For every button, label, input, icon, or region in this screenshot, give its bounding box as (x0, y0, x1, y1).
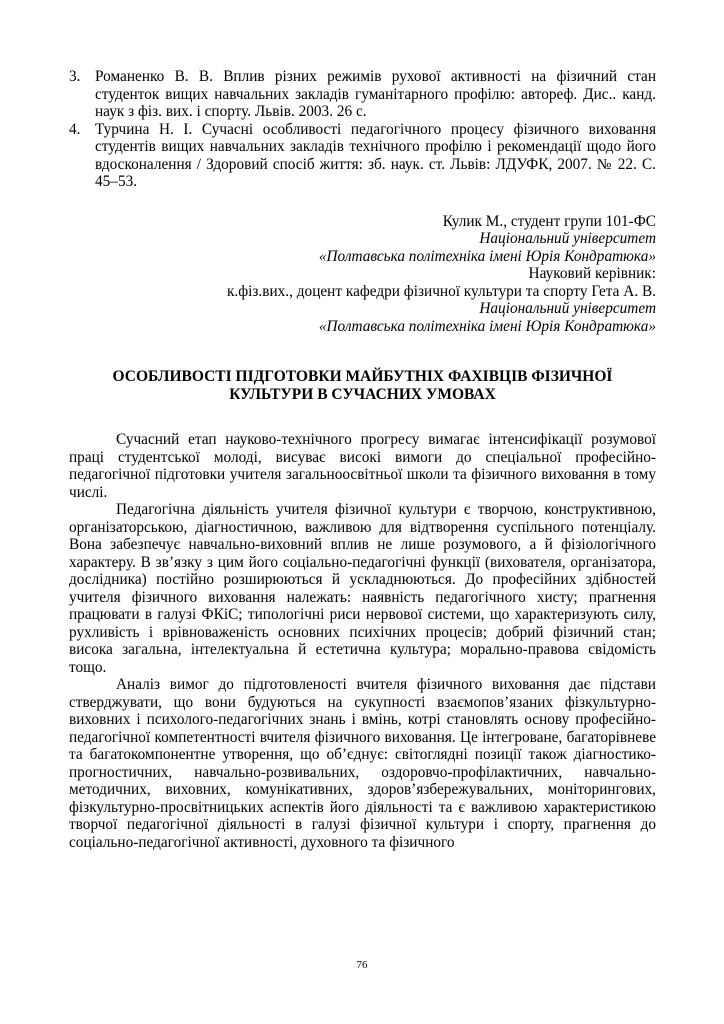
document-page (69, 68, 656, 851)
body-paragraph: Аналіз вимог до підготовленості вчителя фізичного виховання дає підстави стверджувати, що вони будуються на сукупності взаємопов’язаних фізкультурно-виховних і психолого-педагогічних знань і вмінь, котрі становлять основу професійно-педагогічної компетентності вчителя фізичного виховання. Це інтегроване, багаторівневе та багатокомпонентне утворення, що об’єднує: світоглядні позиції також діагностико-прогностичних, навчально-розвивальних, оздоровчо-профілактичних, навчально-методичних, виховних, комунікативних, здоров’язбережувальних, моніторингових, фізкультурно-просвітницьких аспектів його діяльності та є важливою характеристикою творчої педагогічної діяльності в галузі фізичної культури і спорту, прагнення до соціально-педагогічної активності, духовного та фізичного (69, 676, 656, 851)
article-title (69, 368, 656, 403)
body-paragraph: Педагогічна діяльність учителя фізичної культури є творчою, конструктивною, організаторською, діагностичною, важливою для відтворення суспільного потенціалу. Вона забезпечує навчально-виховний вплив не лише розумового, а й фізіологічного характеру. В зв’язку з цим його соціально-педагогічні функції (вихователя, організатора, дослідника) постійно розширюються й ускладнюються. До професійних здібностей учителя фізичного виховання належать: наявність педагогічного хисту; прагнення працювати в галузі ФКіС; типологічні риси нервової системи, що характеризують силу, рухливість і врівноваженість основних психічних процесів; добрий фізичний стан; висока загальна, інтелектуальна й естетична культура; морально-правова свідомість тощо. (69, 501, 656, 676)
reference-number: 3. (69, 68, 81, 85)
page-number: 76 (356, 959, 368, 971)
supervisor-university: Національний університет (479, 300, 656, 317)
author-institution: «Полтавська політехніка імені Юрія Кондратюка» (318, 247, 656, 265)
author-name: Кулик М., студент групи 101-ФС (442, 212, 656, 230)
article-body (69, 431, 656, 851)
supervisor-name: к.фіз.вих., доцент кафедри фізичної культури та спорту Гета А. В. (226, 282, 656, 300)
author-university: Національний університет (479, 230, 656, 247)
reference-text: Романенко В. В. Вплив різних режимів рухової активності на фізичний стан студенток вищих навчальних закладів гуманітарного профілю: автореф. Дис.. канд. наук з фіз. вих. і спорту. Львів. 2003. 26 с. (95, 68, 656, 120)
reference-item (69, 121, 656, 191)
supervisor-institution: «Полтавська політехніка імені Юрія Кондратюка» (318, 317, 656, 335)
reference-text: Турчина Н. І. Сучасні особливості педагогічного процесу фізичного виховання студентів вищих навчальних закладів технічного профілю і рекомендації щодо його вдосконалення / Здоровий спосіб життя: зб. наук. ст. Львів: ЛДУФК, 2007. № 22. С. 45–53. (95, 120, 656, 190)
title-line: КУЛЬТУРИ В СУЧАСНИХ УМОВАХ (229, 385, 496, 403)
body-paragraph: Сучасний етап науково-технічного прогресу вимагає інтенсифікації розумової праці студентської молоді, висуває високі вимоги до спеціальної професійно-педагогічної підготовки учителя загальноосвітньої школи та фізичного виховання в тому числі. (69, 431, 656, 501)
supervisor-label: Науковий керівник: (528, 265, 656, 282)
reference-item (69, 68, 656, 121)
reference-number: 4. (69, 120, 81, 138)
title-line: ОСОБЛИВОСТІ ПІДГОТОВКИ МАЙБУТНІХ ФАХІВЦІВ ФІЗИЧНОЇ (112, 368, 613, 385)
author-block (69, 213, 656, 336)
